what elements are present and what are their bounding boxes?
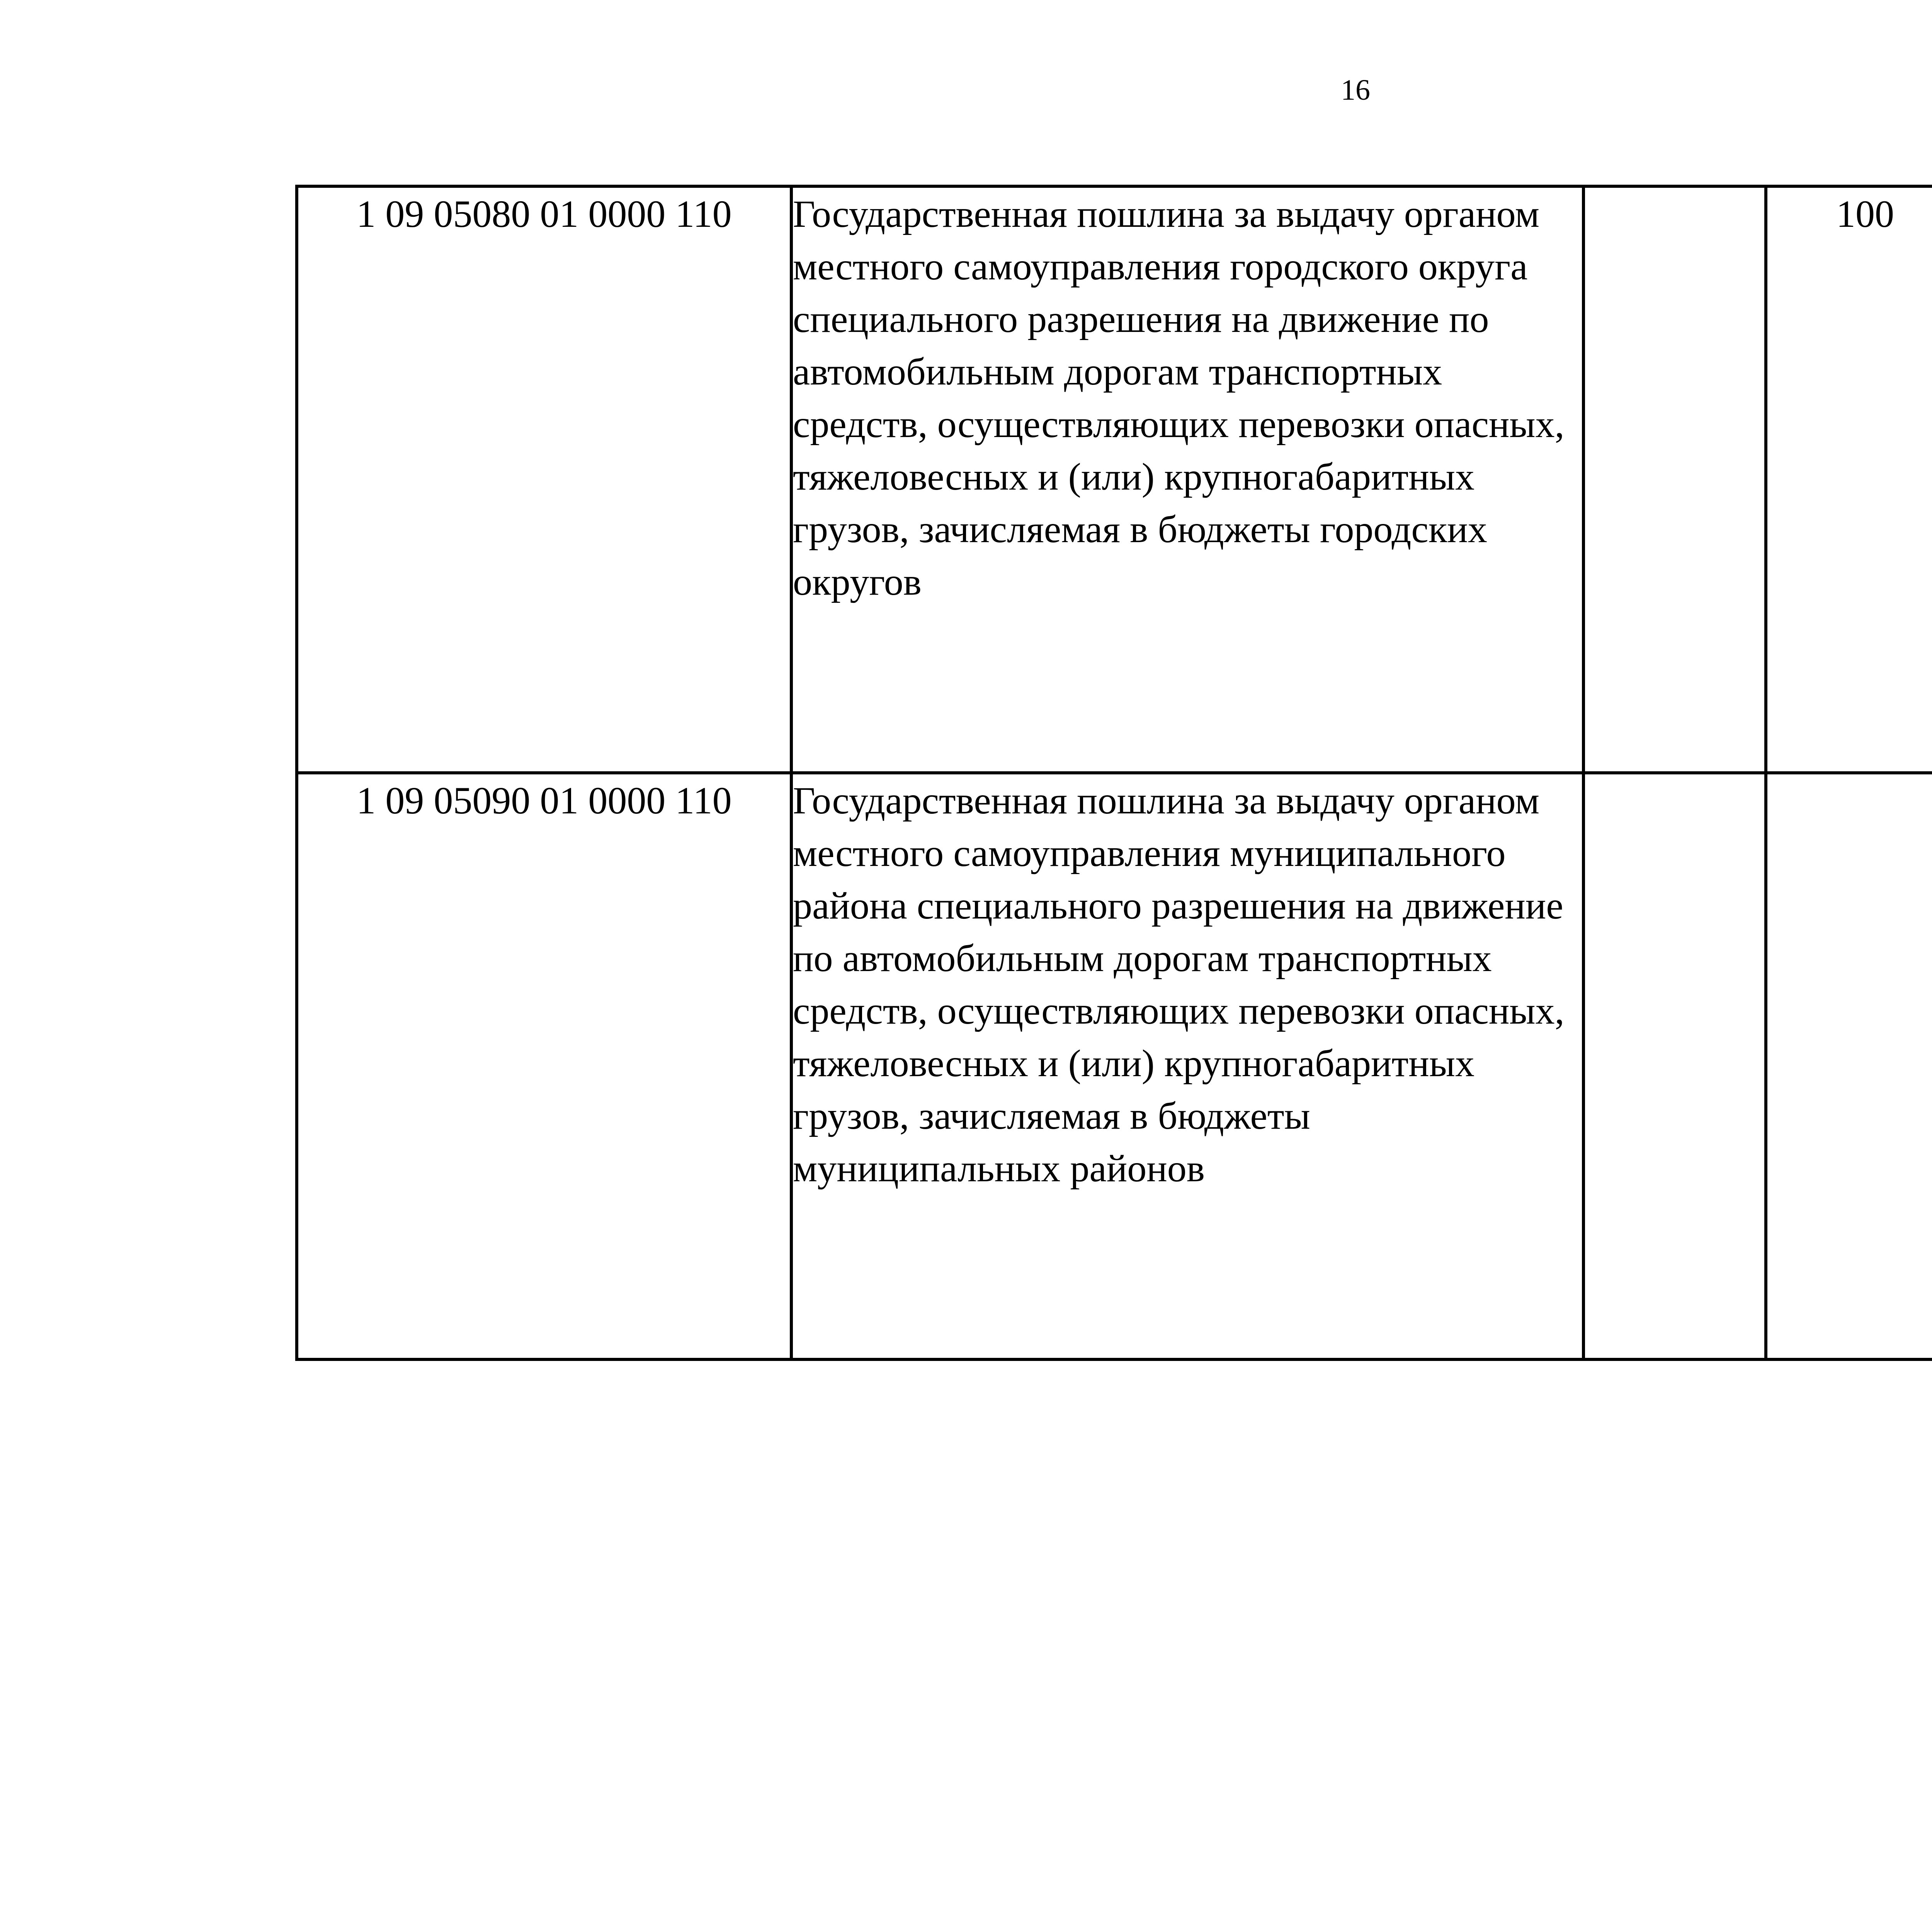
budget-code-cell: 1 09 05090 01 0000 110 <box>297 773 791 1359</box>
budget-table <box>295 185 1932 1361</box>
description-cell: Государственная пошлина за выдачу органом местного самоуправления городского округа специального разрешения на движение по автомобильным дорогам транспортных средств, осуществляющих перевозки опасных, тяжеловесных и (или) крупногабаритных грузов, зачисляемая в бюджеты городских округов <box>791 186 1583 773</box>
page-number: 16 <box>1341 74 1370 106</box>
table-row <box>297 186 1932 773</box>
table-row <box>297 773 1932 1359</box>
value-cell <box>1583 773 1766 1359</box>
value-cell <box>1583 186 1766 773</box>
value-cell <box>1766 773 1932 1359</box>
budget-code-cell: 1 09 05080 01 0000 110 <box>297 186 791 773</box>
description-cell: Государственная пошлина за выдачу органом местного самоуправления муниципального района специального разрешения на движение по автомобильным дорогам транспортных средств, осуществляющих перевозки опасных, тяжеловесных и (или) крупногабаритных грузов, зачисляемая в бюджеты муниципальных районов <box>791 773 1583 1359</box>
value-cell: 100 <box>1766 186 1932 773</box>
